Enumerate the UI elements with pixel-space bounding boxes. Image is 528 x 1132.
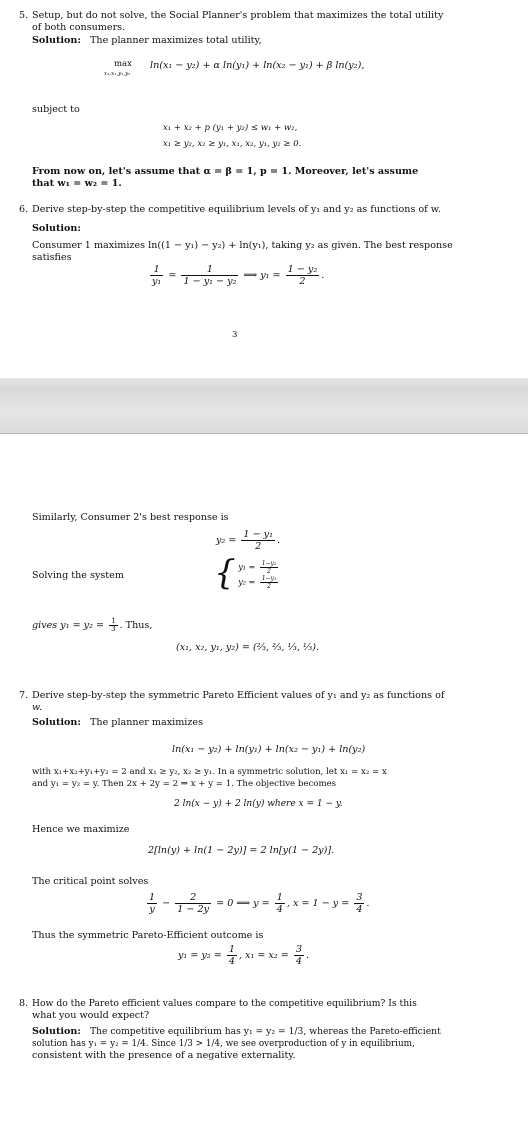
q5-number: 5. [19,10,29,21]
hence-text: Hence we maximize [32,824,130,835]
q5-prompt: Setup, but do not solve, the Social Planner's problem that maximizes the total utility [32,10,444,21]
critical-point-equation: $\frac{1}{y}$ − $\frac{2}{1 - 2y}$ = 0 ⟹ y = $\frac{1}{4}$ , x = 1 − y = $\frac{3}{4}$ . [149,892,370,915]
q7-reduced-objective: 2 ln(x − y) + 2 ln(y) where x = 1 − y. [174,799,343,809]
best-response-equation-2: y₂ = $\frac{\text{1 − y₁}}{2}$ . [216,529,280,552]
subject-to: subject to [32,104,80,115]
q8-line-1: The competitive equilibrium has y₁ = y₂ = 1/3, whereas the Pareto-efficient [90,1026,441,1037]
similarly-text: Similarly, Consumer 2's best response is [32,512,229,523]
system-brace: { [214,553,236,593]
q8-number: 8. [19,998,29,1009]
q8-line-3: consistent with the presence of a negative externality. [32,1050,296,1061]
equilibrium-tuple: (x₁, x₂, y₁, y₂) = (⅔, ⅔, ⅓, ⅓). [176,642,320,653]
document-page-2 [0,434,528,1132]
planner-objective: ln(x₁ − y₂) + α ln(y₁) + ln(x₂ − y₁) + β ln(y₂), [150,60,365,71]
pareto-outcome: y₁ = y₂ = $\frac{1}{4}$ , x₁ = x₂ = $\frac{3}{4}$ . [178,944,310,967]
best-response-equation-1: $\frac{1}{\text{y₁}}$ = $\frac{1}{\text{1 − y₁ − y₂}}$ ⟹ y₁ = $\frac{\text{1 − y₂}}{2}$ . [152,264,325,287]
max-label: max [114,59,132,69]
gives-text: gives y₁ = y₂ = $\frac{1}{3}$ . Thus, [32,617,153,633]
max-subscript: x₁,x₂,y₁,y₂ [104,71,131,77]
q7-prompt-cont: w. [32,702,43,713]
q5-solution-text: The planner maximizes total utility, [90,35,262,46]
q8-prompt-cont: what you would expect? [32,1010,150,1021]
q7-number: 7. [19,690,29,701]
document-page-1 [0,0,528,378]
critical-text: The critical point solves [32,876,149,887]
q7-objective: ln(x₁ − y₂) + ln(y₁) + ln(x₂ − y₁) + ln(y₂) [172,744,366,755]
q7-maximize-expression: 2[ln(y) + ln(1 − 2y)] = 2 ln[y(1 − 2y)]. [148,845,335,856]
q6-number: 6. [19,204,29,215]
q6-prompt: Derive step-by-step the competitive equilibrium levels of y₁ and y₂ as functions of w. [32,204,441,215]
page-gap [0,378,528,434]
q6-solution-label: Solution: [32,223,81,234]
assumption-line-1: From now on, let's assume that α = β = 1, p = 1. Moreover, let's assume [32,166,419,177]
q6-text-1: Consumer 1 maximizes ln((1 − y₁) − y₂) + ln(y₁), taking y₂ as given. The best response [32,240,453,251]
q7-text-1: with x₁+x₂+y₁+y₂ = 2 and x₁ ≥ y₂, x₂ ≥ y₁. In a symmetric solution, let x₁ = x₂ = x [32,767,387,777]
q5-solution-label: Solution: [32,35,81,46]
thus-text: Thus the symmetric Pareto-Efficient outcome is [32,930,264,941]
q7-solution-text: The planner maximizes [90,717,204,728]
q7-text-2: and y₁ = y₂ = y. Then 2x + 2y = 2 ⇒ x + y = 1. The objective becomes [32,779,337,789]
q5-prompt-cont: of both consumers. [32,22,126,33]
constraint-feasibility: x₁ ≥ y₂, x₂ ≥ y₁, x₁, x₂, y₁, y₂ ≥ 0. [163,139,302,149]
q8-solution-label: Solution: [32,1026,81,1037]
q8-prompt: How do the Pareto efficient values compare to the competitive equilibrium? Is this [32,998,417,1009]
q6-text-2: satisfies [32,252,72,263]
equation-system: { y₁ = $\frac{\text{1−y₂}}{2}$ y₂ = $\frac{\text{1−y₁}}{2}$ [214,553,277,593]
assumption-line-2: that w₁ = w₂ = 1. [32,178,122,189]
page-number: 3 [232,330,238,340]
constraint-budget: x₁ + x₂ + p (y₁ + y₂) ≤ w₁ + w₂, [163,123,298,133]
q8-line-2: solution has y₁ = y₂ = 1/4. Since 1/3 > 1/4, we see overproduction of y in equilibrium, [32,1039,415,1049]
q7-solution-label: Solution: [32,717,81,728]
q7-prompt: Derive step-by-step the symmetric Pareto Efficient values of y₁ and y₂ as functions of [32,690,445,701]
solving-text: Solving the system [32,570,124,581]
